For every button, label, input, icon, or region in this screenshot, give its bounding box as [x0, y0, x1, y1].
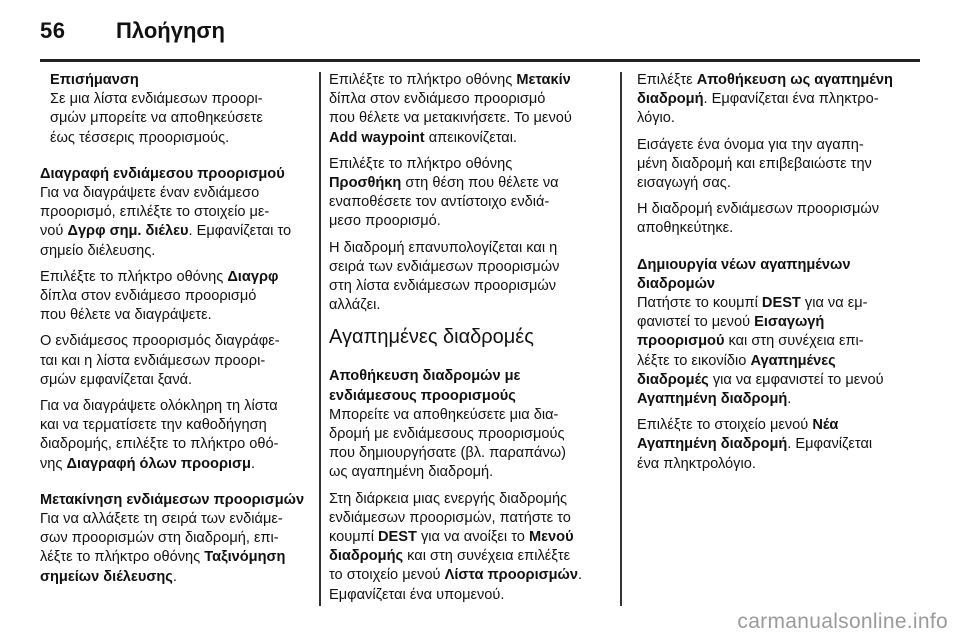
text-line [637, 371, 922, 390]
chapter-title: Πλοήγηση [116, 18, 225, 43]
page-number: 56 [40, 18, 66, 43]
text-line [637, 416, 922, 435]
menu-item-ref: Αγαπημένη διαδρομή [637, 436, 788, 453]
text-run: . [250, 455, 255, 472]
text-line [637, 90, 922, 109]
text-line [637, 71, 922, 90]
text-line: Ο ενδιάμεσος προορισμός διαγράφε- [40, 333, 280, 350]
column-1 [40, 71, 310, 594]
button-ref: Διαγρφ [227, 268, 279, 285]
delete-paragraph-2 [40, 268, 310, 326]
save-heading: ενδιάμεσους προορισμούς [329, 387, 516, 404]
text-line: ενδιάμεσων προορισμών, πατήστε το [329, 509, 571, 526]
text-line: δρομή με ενδιάμεσους προορισμούς [329, 426, 565, 443]
text-run: . [172, 568, 177, 585]
text-line: Για να διαγράψετε ολόκληρη τη λίστα [40, 398, 278, 415]
move-paragraph [40, 491, 310, 587]
menu-item-ref: Λίστα προορισμών [444, 567, 578, 584]
menu-ref: προορισμού [637, 333, 725, 350]
note-block [40, 71, 310, 148]
enter-name-paragraph [637, 136, 922, 194]
text-line [637, 352, 922, 371]
text-run: και στη συνέχεια επιλέξτε [403, 548, 571, 565]
menu-item-ref: διαδρομή [637, 91, 704, 108]
button-ref: Μετακίν [516, 72, 571, 88]
icon-ref: Αγαπημένες [750, 352, 836, 369]
text-line [329, 71, 609, 90]
new-favourite-paragraph-1 [637, 256, 922, 410]
menu-item-ref: Νέα [812, 417, 839, 434]
text-line: ένα πληκτρολόγιο. [637, 455, 756, 472]
text-line [40, 222, 310, 241]
text-line: δίπλα στον ενδιάμεσο προορισμό [329, 91, 546, 108]
button-ref: DEST [378, 529, 417, 546]
text-line: Εισάγετε ένα όνομα για την αγαπη- [637, 136, 864, 153]
text-line [637, 294, 922, 313]
text-run: . [577, 567, 583, 584]
text-line [329, 129, 609, 148]
text-run: νης [40, 455, 67, 472]
button-ref: σημείων διέλευσης [40, 568, 173, 585]
save-paragraph-1 [329, 367, 609, 482]
move-heading: Μετακίνηση ενδιάμεσων προορισμών [40, 491, 305, 508]
text-line: Εμφανίζεται ένα υπομενού. [329, 586, 505, 603]
text-line: Για να διαγράψετε έναν ενδιάμεσο [40, 185, 260, 202]
text-line [40, 568, 310, 587]
menu-ref: Add waypoint [329, 129, 425, 146]
text-run: . Εμφανίζεται ένα πληκτρο- [703, 91, 879, 108]
text-run: για να εμφανιστεί το μενού [708, 371, 884, 388]
text-run: στη θέση που θέλετε να [401, 175, 559, 192]
text-line: μένη διαδρομή και επιβεβαιώστε την [637, 155, 872, 172]
note-line: σμών μπορείτε να αποθηκεύσετε [50, 110, 263, 127]
save-favourite-paragraph [637, 71, 922, 129]
button-ref: Ταξινόμηση [204, 549, 286, 566]
text-run: . Εμφανίζεται [787, 436, 873, 453]
text-line: Επιλέξτε το πλήκτρο οθόνης [329, 155, 513, 172]
text-line: διαδρομής, επιλέξτε το πλήκτρο οθό- [40, 436, 279, 453]
menu-ref: Εισαγωγή [754, 314, 825, 331]
menu-ref: Μενού [528, 529, 574, 546]
saved-paragraph [637, 200, 922, 238]
column-2 [329, 71, 609, 612]
column-divider-1 [319, 72, 321, 606]
note-title: Επισήμανση [50, 72, 139, 88]
text-line: και να τερματίσετε την καθοδήγηση [40, 417, 267, 434]
text-line: σμών εμφανίζεται ξανά. [40, 371, 193, 388]
save-heading: Αποθήκευση διαδρομών με [329, 368, 521, 385]
text-line: Στη διάρκεια μιας ενεργής διαδρομής [329, 490, 568, 507]
text-line [637, 332, 922, 351]
button-ref: Διαγραφή όλων προορισμ [66, 455, 251, 472]
text-run: απεικονίζεται. [424, 129, 517, 146]
text-line [637, 435, 922, 454]
text-line [329, 566, 609, 585]
text-run: κουμπί [329, 529, 378, 546]
text-line [329, 174, 609, 193]
move-step-paragraph [329, 71, 609, 148]
button-ref: DEST [761, 295, 801, 312]
column-3 [637, 71, 922, 481]
text-line: σειρά των ενδιάμεσων προορισμών [329, 258, 560, 275]
text-line: που δημιουργήσατε (βλ. παραπάνω) [329, 445, 567, 462]
text-line: δίπλα στον ενδιάμεσο προορισμό [40, 288, 257, 305]
text-line [40, 548, 310, 567]
new-favourite-paragraph-2 [637, 416, 922, 474]
text-line [637, 313, 922, 332]
text-line: ται και η λίστα ενδιάμεσων προορι- [40, 352, 266, 369]
text-run: λέξτε το εικονίδιο [637, 352, 751, 369]
icon-ref: διαδρομές [637, 371, 709, 388]
text-run: και στη συνέχεια επι- [724, 333, 864, 350]
text-run: για να εμ- [800, 295, 868, 312]
text-run: Επιλέξτε [637, 72, 697, 88]
text-run: Επιλέξτε το πλήκτρο οθόνης [40, 268, 228, 285]
text-line: Μπορείτε να αποθηκεύσετε μια δια- [329, 406, 559, 423]
text-line: λόγιο. [637, 110, 675, 127]
column-divider-2 [620, 72, 622, 606]
text-run: . [787, 391, 792, 408]
text-line: αποθηκεύτηκε. [637, 220, 734, 237]
text-line: σημείο διέλευσης. [40, 242, 156, 259]
new-heading: Δημιουργία νέων αγαπημένων [637, 256, 851, 273]
note-line: Σε μια λίστα ενδιάμεσων προορι- [50, 91, 263, 108]
text-run: Πατήστε το κουμπί [637, 295, 762, 312]
text-run: για να ανοίξει το [416, 529, 529, 546]
delete-paragraph-1 [40, 165, 310, 261]
text-line: που θέλετε να διαγράψετε. [40, 307, 212, 324]
add-step-paragraph [329, 155, 609, 232]
text-run: νού [40, 223, 68, 240]
text-line: προορισμό, επιλέξτε το στοιχείο με- [40, 204, 270, 221]
delete-paragraph-4 [40, 397, 310, 474]
text-line: στη λίστα ενδιάμεσων προορισμών [329, 278, 557, 295]
note-line: έως τέσσερις προορισμούς. [50, 129, 230, 146]
save-paragraph-2 [329, 490, 609, 605]
new-heading: διαδρομών [637, 275, 716, 292]
watermark: carmanualsonline.info [737, 610, 948, 633]
menu-ref: διαδρομής [329, 548, 404, 565]
menu-item-ref: Αποθήκευση ως αγαπημένη [696, 72, 893, 88]
recalc-paragraph [329, 239, 609, 316]
text-line: Για να αλλάξετε τη σειρά των ενδιάμε- [40, 511, 283, 528]
header-rule [40, 59, 920, 62]
section-title: Αγαπημένες διαδρομές [329, 326, 534, 349]
page-header [0, 0, 960, 60]
delete-heading: Διαγραφή ενδιάμεσου προορισμού [40, 165, 285, 182]
text-run: το στοιχείο μενού [329, 567, 445, 584]
text-run: λέξτε το πλήκτρο οθόνης [40, 549, 205, 566]
text-line [40, 268, 310, 287]
text-run: Επιλέξτε το πλήκτρο οθόνης [329, 72, 517, 88]
text-line: αλλάζει. [329, 297, 381, 314]
text-line: μεσο προορισμό. [329, 213, 441, 230]
text-run: . Εμφανίζεται το [188, 223, 292, 240]
text-run: φανιστεί το μενού [637, 314, 755, 331]
text-line: Η διαδρομή επανυπολογίζεται και η [329, 239, 558, 256]
text-line: εισαγωγή σας. [637, 175, 731, 192]
text-run: Επιλέξτε το στοιχείο μενού [637, 417, 813, 434]
menu-item-ref: Δγρφ σημ. διέλευ [67, 223, 189, 240]
button-ref: Προσθήκη [329, 175, 402, 192]
text-line: ως αγαπημένη διαδρομή. [329, 464, 494, 481]
text-line [40, 455, 310, 474]
text-line: που θέλετε να μετακινήσετε. Το μενού [329, 110, 572, 127]
text-line [329, 547, 609, 566]
text-line: σων προορισμών στη διαδρομή, επι- [40, 530, 279, 547]
text-line: Η διαδρομή ενδιάμεσων προορισμών [637, 201, 880, 218]
text-line [329, 528, 609, 547]
menu-ref: Αγαπημένη διαδρομή [637, 391, 788, 408]
text-line [637, 390, 922, 409]
delete-paragraph-3 [40, 332, 310, 390]
text-line: εναποθέσετε τον αντίστοιχο ενδιά- [329, 194, 550, 211]
